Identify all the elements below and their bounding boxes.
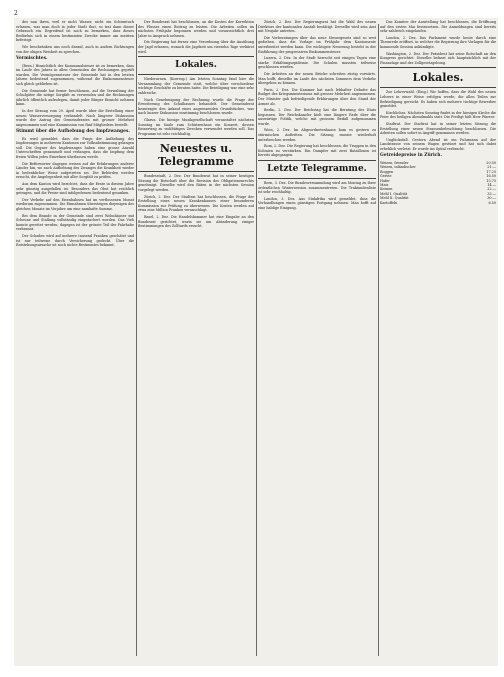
market-label: Roggen [380,169,394,174]
market-label: Hafer [380,178,390,183]
market-value: 15.75 [486,178,496,183]
column-3 [258,20,376,660]
market-value: 21.— [487,165,496,170]
article-paragraph: Wien, 2. Dez. Im Abgeordnetenhause kam es gestern zu stürmischen Auftritten. Die Sitzung musste wiederholt unterbrochen werden. [258,128,376,142]
article-paragraph: Die Vorberatungen über das neue Steuergesetz sind so weit gediehen, dass die Vorlage im Frühjahr dem Kantonsrate unterbreitet werden kann. Die wichtigste Neuerung besteht in der Einführung der progressiven Einkommensteuer. [258,35,376,54]
market-value: 14.— [487,182,496,187]
article-paragraph: Der Bundesrat hat beschlossen, an die Kosten der Korrektion des Flusses einen Beitrag zu leisten. Die Arbeiten sollen im nächsten Frühjahr begonnen werden und voraussichtlich drei Jahre in Anspruch nehmen. [138,20,254,38]
market-row [380,201,496,205]
section-rule [138,171,254,172]
article-paragraph: Washington, 2. Dez. Der Präsident hat seine Botschaft an den Kongress gerichtet. Dieselbe befasst sich hauptsächlich mit der Finanzlage und der Zollgesetzgebung. [380,51,496,65]
section-title: Lokales. [412,71,464,85]
article-paragraph: Berlin, 2. Dez. Der Reichstag hat die Beratung des Etats begonnen. Der Reichskanzler hielt eine längere Rede über die auswärtige Politik, welche mit grossem Beifall aufgenommen wurde. [258,108,376,126]
column-rule [136,24,137,656]
article-paragraph: Das Komitee der Ausstellung hat beschlossen, die Eröffnung auf den ersten Mai festzusetzen. Die Anmeldungen sind bereits sehr zahlreich eingelaufen. [380,20,496,34]
market-label: Gerste [380,174,392,179]
market-value: 30.— [487,196,496,201]
article-paragraph: Basel, 2. Dez. Die Handelskammer hat eine Eingabe an den Bundesrat gerichtet, worin sie um Abänderung einiger Bestimmungen des Zolltarifs ersucht. [138,215,254,229]
article-paragraph: Bundesstadt, 2. Dez. Der Bundesrat hat in seiner heutigen Sitzung die Botschaft über die Revision des Obligationenrechts genehmigt. Dieselbe wird den Räten in der nächsten Session vorgelegt werden. [138,174,254,193]
article-paragraph: Nach Genehmigung der Rechnung wurde die Frage der Erweiterung des Schulhauses behandelt. Der Gemeinderat beantragte den Ankauf eines angrenzenden Grundstückes, was nach kurzer Diskussion einstimmig beschlossen wurde. [138,97,254,116]
article-paragraph: Aus dem Kanton wird berichtet, dass die Ernte in diesem Jahre sehr günstig ausgefallen ist. Besonders das Obst hat reichlich getragen, und die Preise sind infolgedessen bedeutend gesunken. [16,182,134,196]
article-paragraph: Die Befürworter dagegen weisen auf die Erfahrungen anderer Länder hin, wo nach Aufhebung des Zwanges die Krankheit wieder in bedenklicher Weise aufgetreten sei. Die Behörden werden ersucht, die Angelegenheit mit aller Sorgfalt zu prüfen. [16,161,134,180]
section-rule [258,160,376,161]
market-label: Weizen, inländischer [380,165,416,170]
article-paragraph: Bern, 3. Dez. Die Bundesversammlung wird am Montag zu ihrer ordentlichen Wintersession zusammentreten. Die Traktandenliste ist sehr reichhaltig. [258,181,376,195]
article-paragraph: Zürich, 2. Dez. Der Regierungsrat hat die Wahl des neuen Direktors der kantonalen Anstalt bestätigt. Derselbe wird sein Amt mit Neujahr antreten. [258,20,376,34]
article-paragraph: Es wird gemeldet, dass die Frage der Aufhebung des Impfzwanges in mehreren Kantonen zur Volksabstimmung gelangen soll. Die Gegner des Impfzwanges haben eine grosse Anzahl Unterschriften gesammelt und verlangen, dass die Impfung dem freien Willen jedes Einzelnen überlassen werde. [16,136,134,160]
section-rule [138,56,254,57]
page-number: 2 [14,10,18,17]
market-label: Mehl I. Qualität [380,191,408,196]
section-title: Neuestes u. Telegramme [158,142,234,169]
market-value: 20.50 [486,160,496,165]
column-rule [256,24,257,656]
article-paragraph: Unglücksfall. Gestern Abend ist ein Fuhrmann auf der Landstrasse von seinem Wagen gestürzt und hat sich dabei erheblich verletzt. Er wurde ins Spital verbracht. [380,137,496,151]
article-paragraph: (Bern.) Hinsichtlich der Kommunalsteuer ist zu bemerken, dass im Laufe des Jahres in allen Gemeinden die Rechnungen geprüft wurden. Die Vermögenssteuer der Gemeinde hat in den letzten Jahren bedeutend zugenommen, während die Einkommensteuer sich gleich geblieben ist. [16,63,134,86]
article-heading: Vermischtes. [16,56,48,62]
column-2 [138,20,254,660]
section-rule [138,138,254,139]
column-1 [16,20,134,660]
market-label: Kartoffeln [380,200,398,205]
column-4 [380,20,496,660]
article-paragraph: Bei dem Brande in der Gemeinde sind zwei Wohnhäuser mit Scheune und Stallung vollständig eingeäschert worden. Das Vieh konnte gerettet werden, dagegen ist der grösste Teil der Fahrhabe verbrannt. [16,213,134,232]
article-heading: Getreidepreise in Zürich. [380,153,443,159]
article-paragraph: In der Sitzung vom 29. April wurde über die Erstellung einer neuen Wasserversorgung verhandelt. Nach längerer Diskussion wurde der Antrag des Gemeinderates mit grosser Mehrheit angenommen und eine Kommission von fünf Mitgliedern bestellt. [16,108,134,127]
article-paragraph: Stadtrat. Der Stadtrat hat in seiner letzten Sitzung die Erstellung einer neuen Strassenbeleuchtung beschlossen. Die Arbeiten sollen sofort in Angriff genommen werden. [380,121,496,136]
article-paragraph: Glarus. Die hiesige Musikgesellschaft veranstaltet nächsten Sonntag im Saale zum Schützenhaus ein Konzert, dessen Reinertrag zu wohltätigen Zwecken verwendet werden soll. Das Programm ist sehr reichhaltig. [138,117,254,136]
section-rule [380,87,496,88]
market-label: Weizen, fremder [380,160,409,165]
article-paragraph: Die Arbeiten an der neuen Brücke schreiten rüstig vorwärts. Man hofft, dieselbe im Laufe des nächsten Sommers dem Verkehr übergeben zu können. [258,71,376,86]
market-value: 22.— [487,187,496,192]
market-label: Mais [380,182,389,187]
article-paragraph: Die Gemeinde hat ferner beschlossen, auf die Verwaltung der Schulgüter die nötige Sorgfalt zu verwenden und die Rechnungen jährlich öffentlich aufzulegen, damit jeder Bürger Einsicht nehmen kann. [16,88,134,107]
section-rule [258,178,376,179]
article-paragraph: des nun ihren, weil er nicht Wasser, nicht ein Schirmtuch erlassen, was man doch in jeder Stadt thut, so trat dann dieser Gebrauch ein. Ergreifend ist noch zu bemerken, dass dieses Bedürfnis sich in einem bestimmten Zwecke immer am meisten befestigt. [16,20,134,43]
article-paragraph: Die Regierung hat ferner eine Verordnung über die Ausübung der Jagd erlassen, wonach die Jagdzeit um vierzehn Tage verkürzt wird. [138,40,254,54]
market-value: 16.50 [486,174,496,179]
market-value: 17.25 [486,169,496,174]
article-paragraph: London, 2. Dez. Das Parlament wurde heute durch eine Thronrede eröffnet, in welcher die Regierung ihre Vorlagen für die kommende Session ankündigte. [380,35,496,49]
market-label: Mehl II. Qualität [380,196,409,201]
article-paragraph: Der Schaden wird auf mehrere tausend Franken geschätzt und ist nur teilweise durch Versicherung gedeckt. Über die Entstehungsursache ist noch nichts Bestimmtes bekannt. [16,233,134,248]
section-title: Lokales. [175,60,217,71]
section-title: Letzte Telegramme. [267,164,367,175]
section-rule [138,74,254,75]
market-value: 6.50 [488,200,496,205]
market-table [380,161,496,205]
article-paragraph: Der Verkehr auf den Eisenbahnen hat im verflossenen Monat wiederum zugenommen. Die Einnahmen übersteigen diejenigen des gleichen Monats im Vorjahre um eine namhafte Summe. [16,197,134,211]
page-header [14,10,498,18]
article-paragraph: Luzern, 2. Dez. In der Stadt herrscht seit einigen Tagen eine starke Erkältungsepidemie. Die Schulen mussten teilweise geschlossen werden. [258,56,376,70]
article-paragraph: Zürich, 2. Dez. Der Stadtrat hat beschlossen, die Frage der Erstellung eines neuen Krankenhauses einer besonderen Kommission zur Prüfung zu überweisen. Die Kosten werden auf etwa eine Million Franken veranschlagt. [138,194,254,213]
article-paragraph: Paris, 2. Dez. Die Kammer hat nach lebhafter Debatte das Budget des Kriegsministeriums mit grosser Mehrheit angenommen. Der Minister gab befriedigende Erklärungen über den Stand der Armee ab. [258,87,376,106]
market-value: 33.— [487,191,496,196]
article-paragraph: Wir beschränken uns noch darauf, auch in andern Richtungen von der obigen Weisheit zu sprechen. [16,44,134,54]
article-paragraph: Kirchliches. Nächsten Sonntag findet in der hiesigen Kirche die Feier des heiligen Abendmahls statt. Die Predigt hält Herr Pfarrer. [380,110,496,120]
article-paragraph: Zur Lehrerwahl. (Eing.) Wir hoffen, dass die Wahl des neuen Lehrers in einer Weise erfolgen werde, die allen Teilen zur Befriedigung gereicht. Es haben sich mehrere tüchtige Bewerber gemeldet. [380,90,496,109]
article-paragraph: Niederurnen. (Korresp.) Am letzten Sonntag fand hier die Versammlung der Gemeinde statt, welche über verschiedene wichtige Geschäfte zu beraten hatte. Die Beteiligung war eine sehr zahlreiche. [138,77,254,95]
column-rule [378,24,379,656]
market-label: Kernen [380,187,393,192]
article-paragraph: Rom, 2. Dez. Die Regierung hat beschlossen, die Truppen in den Kolonien zu verstärken. Ein Dampfer mit zwei Bataillonen ist bereits abgegangen. [258,144,376,158]
article-heading: Stimmt über die Aufhebung des Impfzwanges. [16,129,130,135]
section-rule [380,67,496,68]
article-paragraph: London, 3. Dez. Aus Südafrika wird gemeldet, dass die Verhandlungen einen günstigen Fortgang nehmen. Man hofft auf eine baldige Einigung. [258,196,376,210]
